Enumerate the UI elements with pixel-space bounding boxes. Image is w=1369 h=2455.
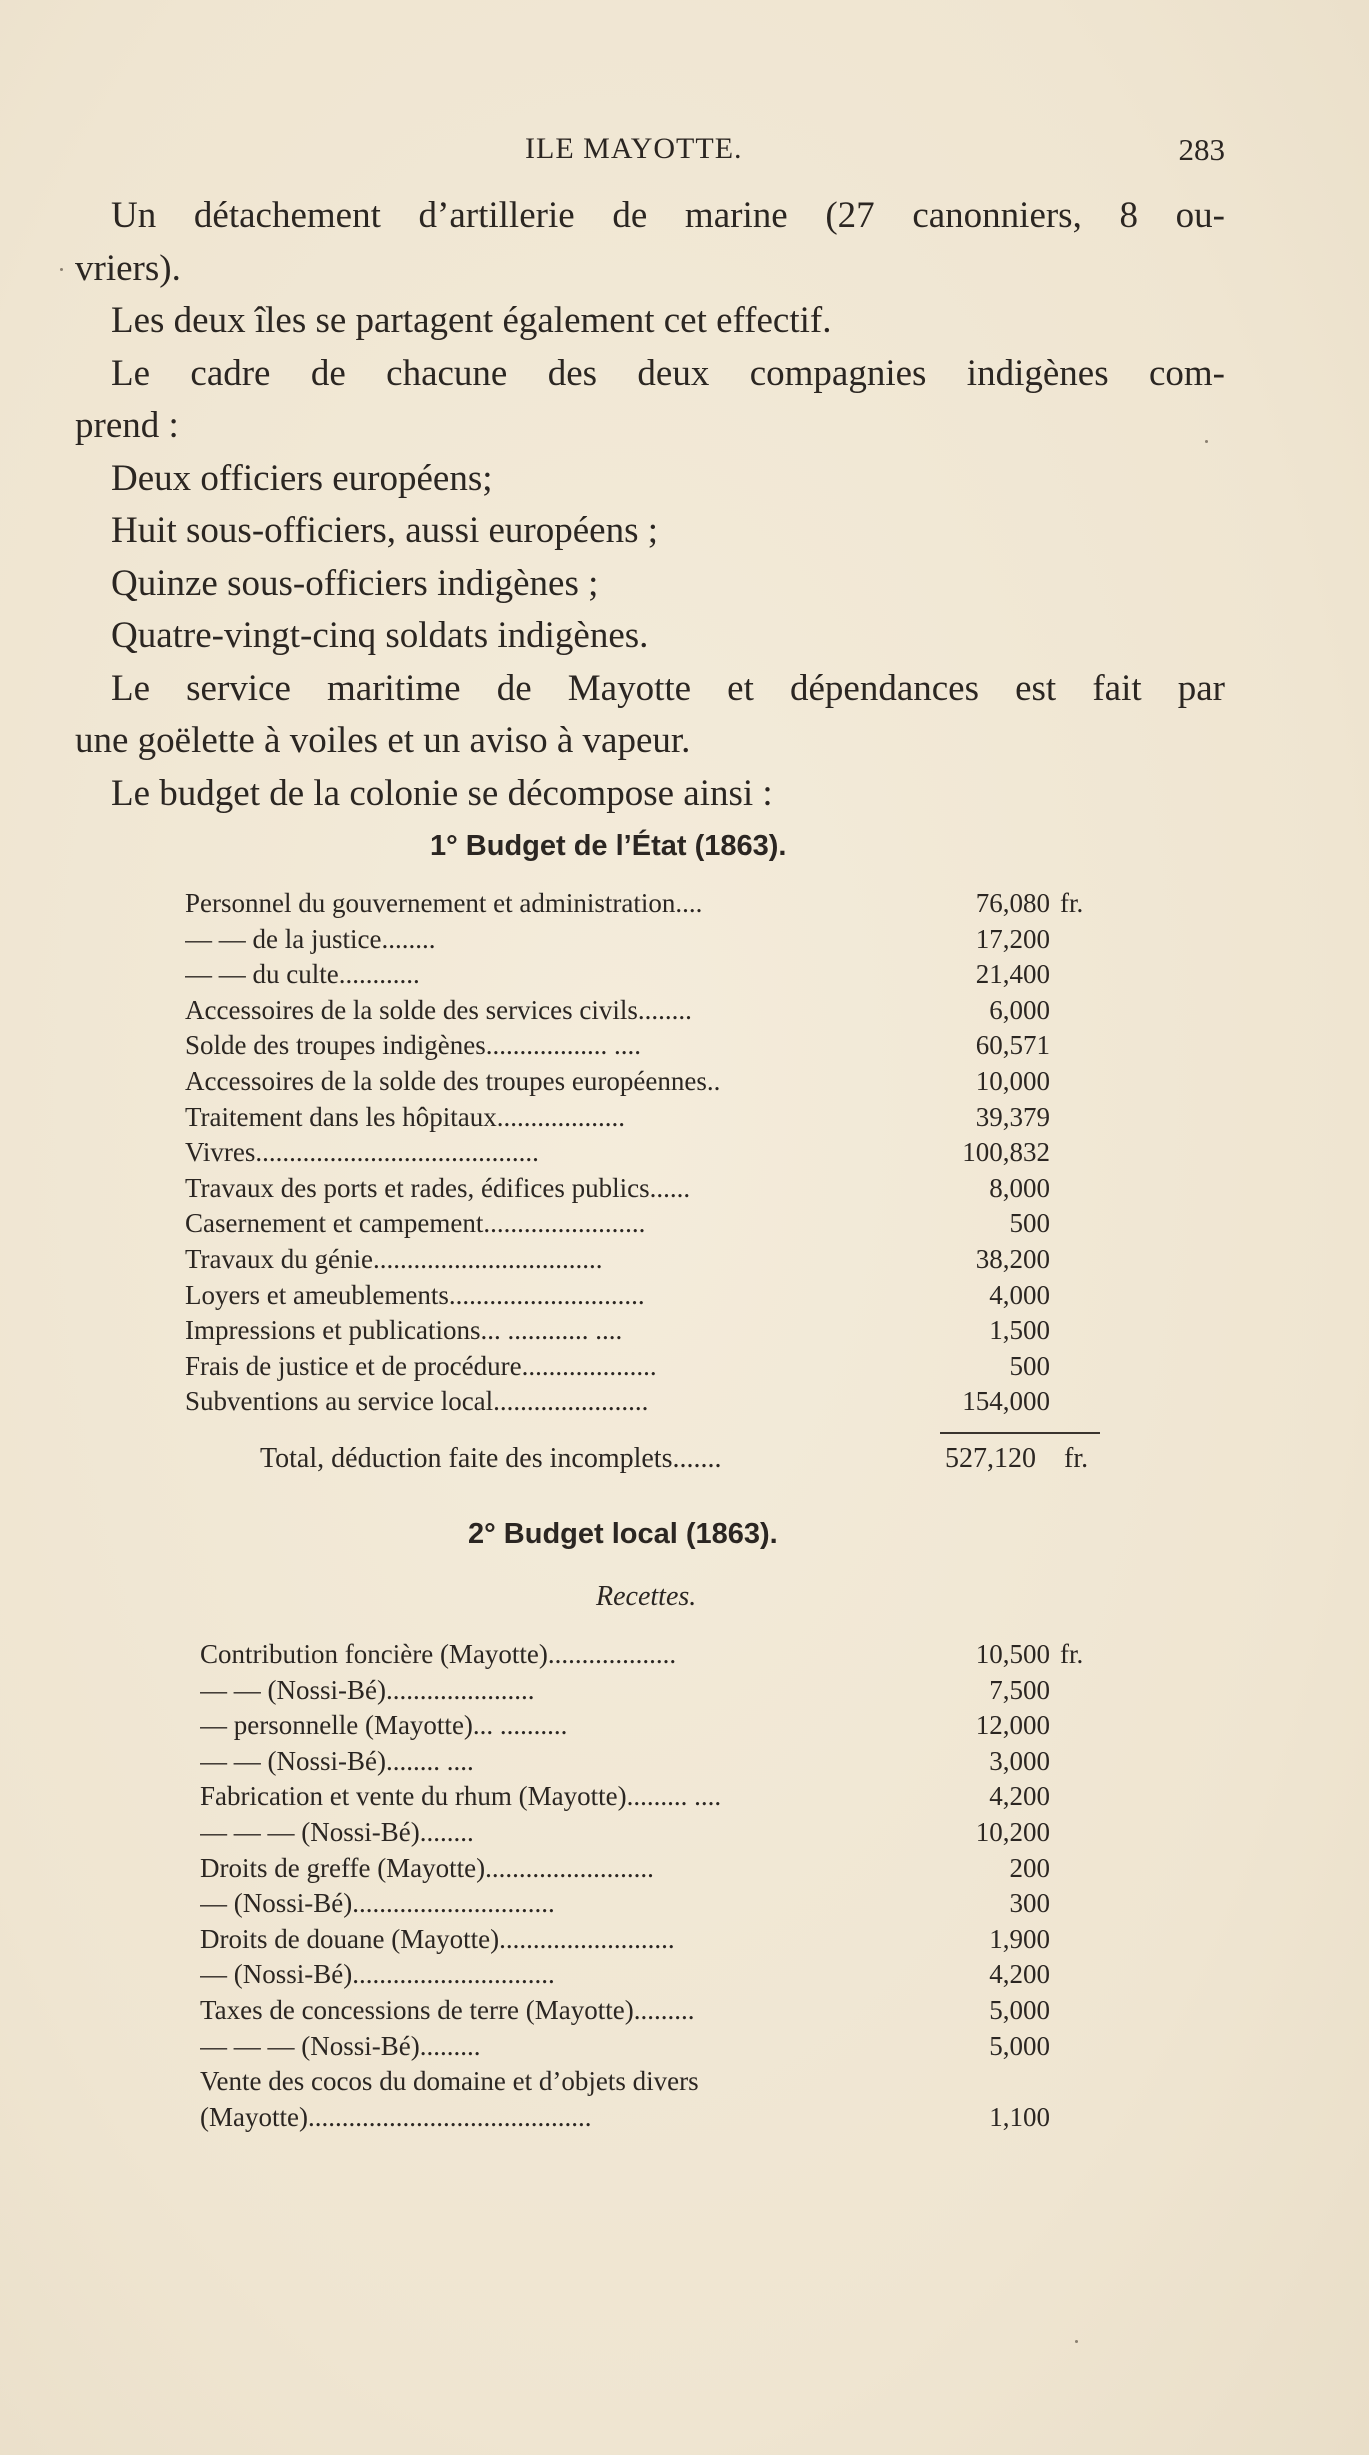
row-amount: 100,832 <box>962 1137 1050 1168</box>
list-item: Huit sous-officiers, aussi européens ; <box>111 510 659 551</box>
budget-state-table <box>185 886 1110 1420</box>
row-amount: 5,000 <box>989 2030 1050 2061</box>
row-label: Solde des troupes indigènes.................. .... <box>185 1030 641 1061</box>
table-row <box>200 2100 1110 2136</box>
table-row <box>185 1028 1110 1064</box>
paragraph-line: Le budget de la colonie se décompose ainsi : <box>111 772 773 814</box>
row-amount: 10,200 <box>975 1816 1050 1847</box>
paragraph-line: Les deux îles se partagent également cet effectif. <box>111 300 832 341</box>
row-label: — (Nossi-Bé).............................. <box>200 1888 555 1919</box>
row-unit: fr. <box>1060 1639 1084 1669</box>
paragraph-line: Un détachement d’artillerie de marine (27 canonniers, 8 ou- <box>111 195 1225 236</box>
paragraph-line: vriers). <box>75 247 181 289</box>
table-row <box>185 957 1110 993</box>
table-row <box>185 1100 1110 1136</box>
budget-state-total-unit: fr. <box>1064 1443 1089 1474</box>
row-label: — — (Nossi-Bé)...................... <box>200 1674 535 1705</box>
row-label: Frais de justice et de procédure.................... <box>185 1350 657 1381</box>
row-label: Accessoires de la solde des services civils........ <box>185 994 692 1025</box>
table-row <box>185 1242 1110 1278</box>
table-row <box>200 2064 1110 2100</box>
table-row <box>185 1349 1110 1385</box>
table-row <box>200 1922 1110 1958</box>
page-number: 283 <box>1178 132 1225 167</box>
row-label: Accessoires de la solde des troupes européennes.. <box>185 1065 721 1096</box>
row-amount: 154,000 <box>962 1386 1050 1417</box>
row-amount: 21,400 <box>975 959 1050 990</box>
paper-speck <box>1205 440 1208 443</box>
row-label: Droits de douane (Mayotte).......................... <box>200 1923 675 1954</box>
table-row <box>185 1384 1110 1420</box>
table-row <box>185 922 1110 958</box>
row-amount: 12,000 <box>975 1710 1050 1741</box>
row-amount: 76,080 <box>975 888 1050 918</box>
table-row <box>200 1708 1110 1744</box>
row-label: — — — (Nossi-Bé)........ <box>200 1816 474 1847</box>
paragraph-line: prend : <box>75 405 179 446</box>
paragraph-line: Le cadre de chacune des deux compagnies indigènes com- <box>111 352 1225 394</box>
table-row <box>185 1206 1110 1242</box>
paper-speck <box>60 268 63 271</box>
row-amount: 6,000 <box>989 994 1050 1025</box>
table-row <box>200 1886 1110 1922</box>
list-item: Quinze sous-officiers indigènes ; <box>111 562 599 604</box>
budget-state-title: 1° Budget de l’État (1863). <box>430 830 787 862</box>
table-row <box>200 2029 1110 2065</box>
row-amount: 10,500 <box>975 1639 1050 1669</box>
table-row <box>185 1313 1110 1349</box>
row-amount: 4,200 <box>989 1959 1050 1990</box>
row-amount: 5,000 <box>989 1994 1050 2025</box>
row-label: Vente des cocos du domaine et d’objets divers <box>200 2066 699 2097</box>
row-label: Loyers et ameublements............................. <box>185 1279 645 1310</box>
row-label: Impressions et publications... ............ .... <box>185 1315 623 1346</box>
row-label: — — du culte............ <box>185 959 420 990</box>
table-row <box>200 1637 1110 1673</box>
table-row <box>185 886 1110 922</box>
row-label: Travaux du génie.................................. <box>185 1243 603 1274</box>
row-unit: fr. <box>1060 888 1084 918</box>
row-amount: 1,500 <box>989 1315 1050 1346</box>
table-row <box>200 1673 1110 1709</box>
row-label: Taxes de concessions de terre (Mayotte)......... <box>200 1994 695 2025</box>
row-label: Fabrication et vente du rhum (Mayotte)......... .... <box>200 1781 722 1812</box>
row-amount: 500 <box>1009 1208 1050 1239</box>
row-label: (Mayotte).......................................... <box>200 2101 592 2132</box>
table-row <box>200 1815 1110 1851</box>
table-row <box>185 1135 1110 1171</box>
row-amount: 300 <box>1009 1888 1050 1919</box>
budget-state-total-amount: 527,120 <box>945 1443 1036 1474</box>
row-amount: 1,900 <box>989 1923 1050 1954</box>
row-amount: 500 <box>1009 1350 1050 1381</box>
row-label: — — (Nossi-Bé)........ .... <box>200 1745 474 1776</box>
list-item: Quatre-vingt-cinq soldats indigènes. <box>111 615 649 656</box>
paragraph-line: Le service maritime de Mayotte et dépendances est fait par <box>111 667 1225 709</box>
row-label: Travaux des ports et rades, édifices publics...... <box>185 1172 691 1203</box>
row-label: Casernement et campement........................ <box>185 1208 646 1239</box>
total-rule <box>940 1432 1100 1434</box>
budget-local-title: 2° Budget local (1863). <box>468 1518 778 1550</box>
table-row <box>200 1744 1110 1780</box>
row-amount: 10,000 <box>975 1065 1050 1096</box>
row-amount: 39,379 <box>975 1101 1050 1132</box>
row-amount: 4,200 <box>989 1781 1050 1812</box>
budget-local-table <box>200 1637 1110 2135</box>
budget-local-subtitle: Recettes. <box>596 1581 697 1612</box>
row-label: Subventions au service local....................... <box>185 1386 649 1417</box>
row-amount: 8,000 <box>989 1172 1050 1203</box>
row-label: — (Nossi-Bé).............................. <box>200 1959 555 1990</box>
row-amount: 3,000 <box>989 1745 1050 1776</box>
row-amount: 7,500 <box>989 1674 1050 1705</box>
row-label: Personnel du gouvernement et administration.... <box>185 888 703 918</box>
paper-speck <box>1075 2340 1078 2343</box>
table-row <box>200 1993 1110 2029</box>
running-header <box>110 132 1225 172</box>
row-label: Contribution foncière (Mayotte)................... <box>200 1639 677 1669</box>
row-label: Droits de greffe (Mayotte)......................... <box>200 1852 654 1883</box>
table-row <box>185 993 1110 1029</box>
budget-state-total-label: Total, déduction faite des incomplets....... <box>260 1443 722 1474</box>
row-label: — — — (Nossi-Bé)......... <box>200 2030 481 2061</box>
row-amount: 38,200 <box>975 1243 1050 1274</box>
paragraph-line: une goëlette à voiles et un aviso à vapeur. <box>75 720 691 761</box>
table-row <box>200 1957 1110 1993</box>
row-amount: 200 <box>1009 1852 1050 1883</box>
row-amount: 4,000 <box>989 1279 1050 1310</box>
row-amount: 1,100 <box>989 2101 1050 2132</box>
table-row <box>185 1064 1110 1100</box>
table-row <box>185 1171 1110 1207</box>
body-text <box>75 190 1225 820</box>
row-label: — — de la justice........ <box>185 923 436 954</box>
table-row <box>185 1278 1110 1314</box>
row-label: Vivres.......................................... <box>185 1137 539 1168</box>
row-amount: 60,571 <box>975 1030 1050 1061</box>
row-label: — personnelle (Mayotte)... .......... <box>200 1710 568 1741</box>
running-title: ILE MAYOTTE. <box>525 132 743 165</box>
row-amount: 17,200 <box>975 923 1050 954</box>
table-row <box>200 1779 1110 1815</box>
list-item: Deux officiers européens; <box>111 457 493 499</box>
row-label: Traitement dans les hôpitaux................... <box>185 1101 625 1132</box>
table-row <box>200 1851 1110 1887</box>
